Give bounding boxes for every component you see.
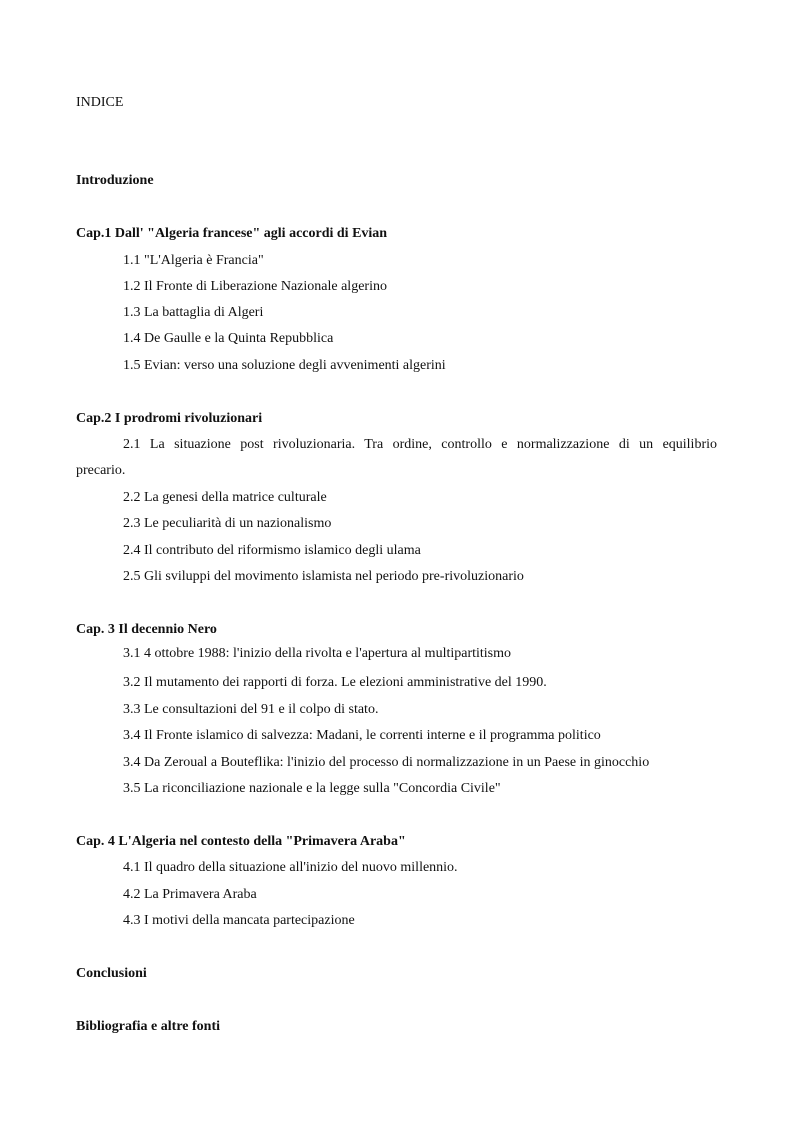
chapter-4-heading: Cap. 4 L'Algeria nel contesto della "Primavera Araba" — [76, 834, 406, 849]
bibliography-heading: Bibliografia e altre fonti — [76, 1019, 220, 1034]
chapter-1-item-3: 1.3 La battaglia di Algeri — [123, 305, 264, 320]
chapter-3-item-6: 3.5 La riconciliazione nazionale e la legge sulla "Concordia Civile" — [123, 781, 501, 796]
chapter-2-item-2: 2.2 La genesi della matrice culturale — [123, 490, 327, 505]
chapter-2-item-3: 2.3 Le peculiarità di un nazionalismo — [123, 516, 332, 531]
introduction-heading: Introduzione — [76, 173, 154, 188]
index-title: INDICE — [76, 95, 124, 110]
chapter-1-item-4: 1.4 De Gaulle e la Quinta Repubblica — [123, 331, 334, 346]
chapter-3-item-5: 3.4 Da Zeroual a Bouteflika: l'inizio del processo di normalizzazione in un Paese in ginocchio — [123, 755, 650, 770]
chapter-2-item-1: 2.1 La situazione post rivoluzionaria. Tra ordine, controllo e normalizzazione di un equilibrio — [123, 437, 717, 452]
chapter-1-item-5: 1.5 Evian: verso una soluzione degli avvenimenti algerini — [123, 358, 446, 373]
chapter-3-item-1: 3.1 4 ottobre 1988: l'inizio della rivolta e l'apertura al multipartitismo — [123, 646, 512, 661]
chapter-3-item-3: 3.3 Le consultazioni del 91 e il colpo di stato. — [123, 702, 379, 717]
chapter-2-heading: Cap.2 I prodromi rivoluzionari — [76, 411, 263, 426]
chapter-4-item-2: 4.2 La Primavera Araba — [123, 887, 257, 902]
chapter-3-item-4: 3.4 Il Fronte islamico di salvezza: Madani, le correnti interne e il programma politico — [123, 728, 601, 743]
chapter-4-item-3: 4.3 I motivi della mancata partecipazione — [123, 913, 355, 928]
chapter-2-item-5: 2.5 Gli sviluppi del movimento islamista nel periodo pre-rivoluzionario — [123, 569, 524, 584]
chapter-1-heading: Cap.1 Dall' "Algeria francese" agli accordi di Evian — [76, 226, 388, 241]
chapter-3-heading: Cap. 3 Il decennio Nero — [76, 622, 217, 637]
chapter-4-item-1: 4.1 Il quadro della situazione all'inizio del nuovo millennio. — [123, 860, 458, 875]
chapter-1-item-2: 1.2 Il Fronte di Liberazione Nazionale algerino — [123, 279, 387, 294]
conclusions-heading: Conclusioni — [76, 966, 147, 981]
chapter-3-item-2: 3.2 Il mutamento dei rapporti di forza. Le elezioni amministrative del 1990. — [123, 675, 547, 690]
chapter-2-item-1-continuation: precario. — [76, 463, 126, 478]
chapter-1-item-1: 1.1 "L'Algeria è Francia" — [123, 253, 264, 268]
chapter-2-item-4: 2.4 Il contributo del riformismo islamico degli ulama — [123, 543, 421, 558]
